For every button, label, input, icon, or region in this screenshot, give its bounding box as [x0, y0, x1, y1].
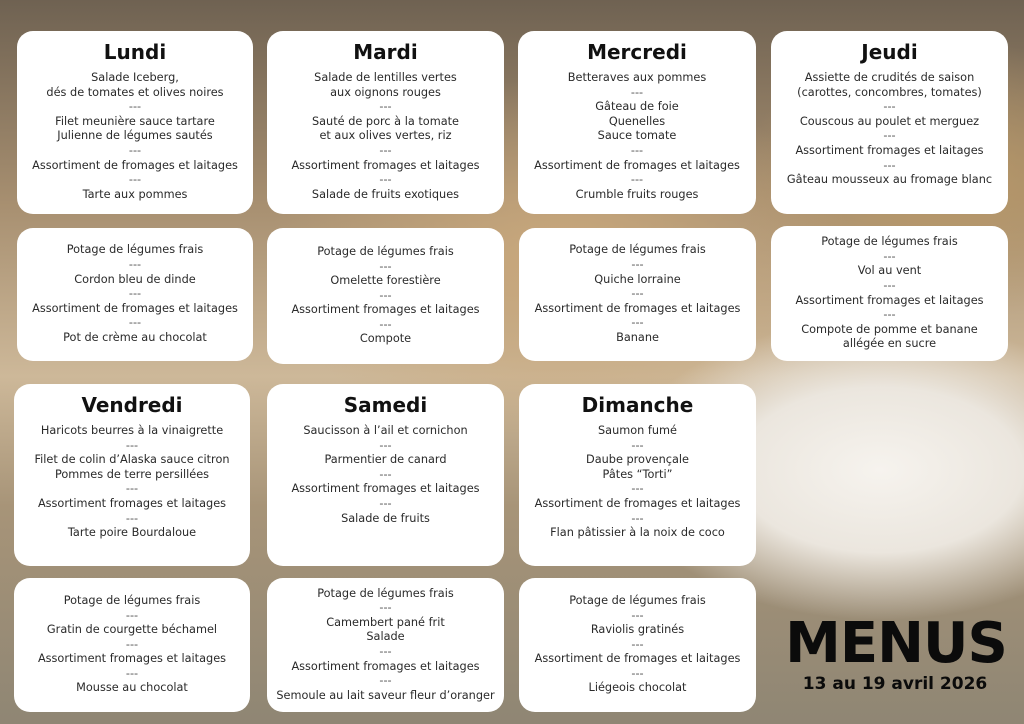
day-title: Jeudi	[861, 40, 918, 64]
day-title: Samedi	[343, 393, 428, 417]
course-separator: ---	[631, 637, 644, 651]
course-separator: ---	[125, 438, 139, 452]
menu-item: Compote de pomme et banane	[801, 322, 978, 336]
course-separator: ---	[379, 438, 392, 452]
date-range: 13 au 19 avril 2026	[802, 674, 988, 694]
day-title: Mercredi	[587, 40, 687, 64]
day-title: Dimanche	[581, 393, 694, 417]
menu-item: Potage de légumes frais	[821, 235, 958, 249]
menu-item: Assortiment fromages et laitages	[291, 482, 480, 496]
menu-item: Betteraves aux pommes	[567, 71, 707, 84]
menu-item: Assortiment de fromages et laitages	[32, 301, 238, 315]
menu-item: Assortiment de fromages et laitages	[534, 301, 741, 315]
menu-item: Gratin de courgette béchamel	[46, 623, 218, 637]
menu-item: Compote	[359, 332, 412, 346]
course-separator: ---	[631, 287, 644, 301]
menu-item: Potage de légumes frais	[317, 586, 454, 600]
course-separator: ---	[379, 601, 392, 615]
menu-item: Liégeois chocolat	[588, 681, 687, 695]
menu-item: Daube provençale	[586, 453, 689, 467]
course-separator: ---	[128, 173, 142, 187]
course-separator: ---	[379, 288, 392, 302]
course-separator: ---	[379, 645, 392, 658]
course-separator: ---	[379, 143, 392, 157]
menu-lines	[291, 245, 479, 347]
menu-lines	[32, 71, 238, 202]
course-separator: ---	[125, 482, 139, 496]
menu-lines	[535, 594, 741, 696]
menu-item: Salade de fruits exotiques	[311, 187, 460, 201]
course-separator: ---	[883, 158, 896, 172]
menu-item: Salade de fruits	[341, 511, 430, 525]
menu-item: allégée en sucre	[842, 337, 937, 351]
course-separator: ---	[883, 100, 896, 114]
menu-item: Assortiment de fromages et laitages	[32, 158, 238, 172]
menu-item: Semoule au lait saveur fleur d’oranger	[276, 688, 495, 702]
menu-item: aux oignons rouges	[330, 85, 441, 99]
menu-item: Salade de lentilles vertes	[314, 71, 457, 84]
course-separator: ---	[631, 438, 644, 452]
course-separator: ---	[631, 316, 644, 330]
menu-item: Assortiment fromages et laitages	[37, 496, 227, 510]
course-separator: ---	[125, 637, 139, 651]
menu-item: Filet meunière sauce tartare	[55, 114, 215, 128]
page-title: MENUS	[785, 611, 1007, 676]
menu-item: Assortiment fromages et laitages	[795, 143, 984, 157]
course-separator: ---	[379, 259, 392, 273]
dinner-card-jeudi	[771, 226, 1008, 361]
menu-item: Flan pâtissier à la noix de coco	[550, 526, 725, 540]
menu-item: Parmentier de canard	[324, 453, 447, 467]
course-separator: ---	[125, 608, 139, 622]
menu-item: Potage de légumes frais	[63, 593, 201, 607]
menu-item: Pommes de terre persillées	[54, 467, 210, 481]
menu-item: Assortiment fromages et laitages	[291, 659, 480, 673]
menu-item: Sauce tomate	[597, 129, 677, 143]
course-separator: ---	[631, 608, 644, 622]
menu-item: Saucisson à l’ail et cornichon	[303, 424, 468, 437]
menu-lines	[38, 594, 226, 696]
lunch-card-lundi	[17, 31, 253, 214]
menu-lines	[787, 71, 992, 188]
menu-item: Assiette de crudités de saison	[804, 71, 975, 84]
menu-item: Assortiment de fromages et laitages	[534, 158, 740, 172]
menu-lines	[535, 243, 741, 345]
dinner-card-dimanche	[519, 578, 756, 712]
course-separator: ---	[883, 129, 896, 143]
course-separator: ---	[631, 666, 644, 680]
lunch-card-vendredi	[14, 384, 250, 566]
dinner-card-vendredi	[14, 578, 250, 712]
menu-item: Quenelles	[608, 114, 666, 128]
menu-lines	[276, 587, 494, 704]
lunch-card-dimanche	[519, 384, 756, 566]
course-separator: ---	[379, 674, 392, 688]
dinner-card-mercredi	[519, 228, 756, 361]
menu-item: Saumon fumé	[597, 424, 677, 437]
menu-item: Salade	[366, 630, 405, 644]
course-separator: ---	[128, 287, 142, 301]
menu-item: Quiche lorraine	[594, 272, 681, 286]
course-separator: ---	[379, 467, 392, 481]
lunch-card-mardi	[267, 31, 504, 214]
menu-item: Tarte poire Bourdaloue	[67, 526, 197, 540]
menu-lines	[291, 71, 479, 202]
course-separator: ---	[128, 143, 142, 157]
menu-item: Assortiment de fromages et laitages	[534, 652, 741, 666]
course-separator: ---	[128, 316, 142, 330]
menu-item: Potage de légumes frais	[66, 243, 204, 257]
menu-item: Salade Iceberg,	[91, 71, 179, 84]
course-separator: ---	[883, 249, 896, 263]
lunch-card-samedi	[267, 384, 504, 566]
menu-item: Tarte aux pommes	[82, 187, 188, 201]
menu-lines	[534, 71, 740, 202]
course-separator: ---	[128, 100, 142, 114]
day-title: Mardi	[353, 40, 418, 64]
course-separator: ---	[630, 85, 644, 99]
course-separator: ---	[631, 258, 644, 272]
course-separator: ---	[379, 496, 392, 510]
course-separator: ---	[379, 173, 392, 187]
course-separator: ---	[125, 666, 139, 680]
menu-item: Pâtes “Torti”	[602, 467, 673, 481]
menu-item: Potage de légumes frais	[569, 243, 706, 257]
course-separator: ---	[379, 317, 392, 331]
menu-item: Raviolis gratinés	[590, 623, 685, 637]
menu-item: Julienne de légumes sautés	[57, 129, 213, 143]
lunch-card-jeudi	[771, 31, 1008, 214]
menu-item: Sauté de porc à la tomate	[311, 114, 459, 128]
menu-item: Gâteau mousseux au fromage blanc	[786, 173, 993, 187]
menu-item: Crumble fruits rouges	[575, 187, 699, 201]
menu-item: Pot de crème au chocolat	[63, 330, 207, 344]
menu-item: Assortiment fromages et laitages	[795, 293, 984, 307]
menu-item: et aux olives vertes, riz	[319, 129, 452, 143]
day-title: Lundi	[103, 40, 167, 64]
menu-item: Banane	[616, 330, 659, 344]
menu-item: Assortiment de fromages et laitages	[534, 496, 741, 510]
course-separator: ---	[379, 100, 392, 114]
menu-item: Haricots beurres à la vinaigrette	[40, 424, 224, 437]
menu-item: Filet de colin d’Alaska sauce citron	[34, 453, 230, 467]
menu-item: Assortiment fromages et laitages	[291, 158, 480, 172]
day-title: Vendredi	[81, 393, 183, 417]
menu-item: Assortiment fromages et laitages	[291, 303, 480, 317]
menu-lines	[34, 424, 229, 541]
menu-lines	[32, 243, 238, 345]
menu-item: Mousse au chocolat	[76, 681, 188, 695]
dinner-card-samedi	[267, 578, 504, 712]
menu-item: Couscous au poulet et merguez	[799, 114, 980, 128]
dinner-card-mardi	[267, 228, 504, 364]
course-separator: ---	[630, 143, 644, 157]
menu-item: dés de tomates et olives noires	[46, 85, 224, 99]
menu-lines	[795, 235, 983, 352]
menu-lines	[535, 424, 741, 541]
menu-item: Cordon bleu de dinde	[74, 272, 196, 286]
course-separator: ---	[883, 278, 896, 292]
course-separator: ---	[128, 258, 142, 272]
course-separator: ---	[883, 308, 896, 322]
menu-item: Potage de légumes frais	[317, 244, 454, 258]
lunch-card-mercredi	[518, 31, 756, 214]
dinner-card-lundi	[17, 228, 253, 361]
menu-item: Gâteau de foie	[595, 100, 679, 114]
menu-item: Camembert pané frit	[326, 615, 445, 629]
menu-lines	[291, 424, 479, 526]
course-separator: ---	[125, 511, 139, 525]
menu-item: Potage de légumes frais	[569, 593, 706, 607]
menu-item: Omelette forestière	[330, 274, 441, 288]
menu-item: (carottes, concombres, tomates)	[797, 85, 982, 99]
course-separator: ---	[630, 173, 644, 187]
course-separator: ---	[631, 511, 644, 525]
menu-item: Assortiment fromages et laitages	[37, 652, 227, 666]
menu-item: Vol au vent	[857, 264, 922, 278]
course-separator: ---	[631, 482, 644, 496]
